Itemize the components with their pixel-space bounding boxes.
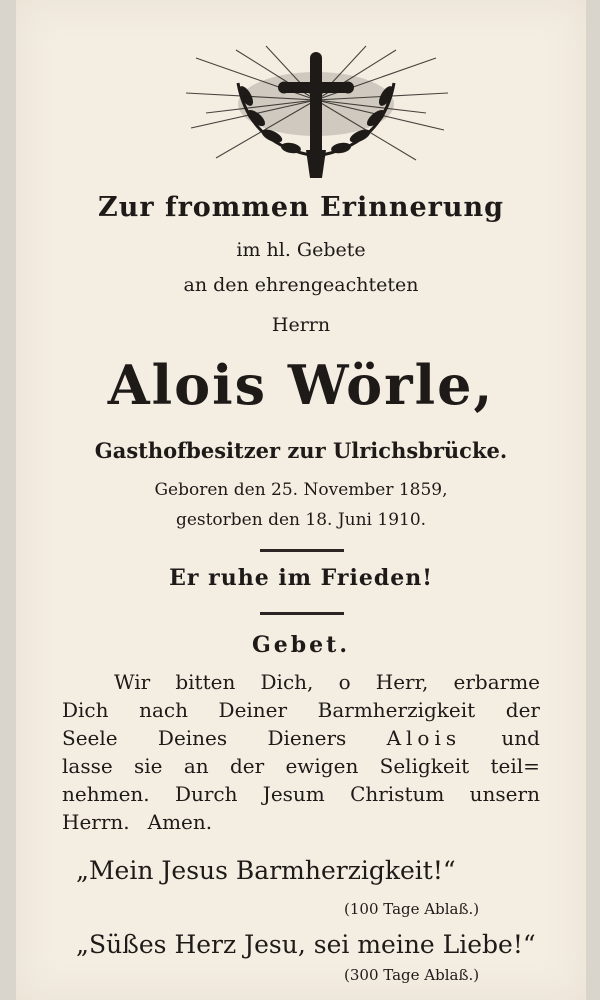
ejaculation-prayer: „Mein Jesus Barmherzigkeit!“ [76,856,456,885]
memorial-card [16,0,586,1000]
rest-in-peace: Er ruhe im Frieden! [169,565,433,591]
ejaculation-prayer: „Süßes Herz Jesu, sei meine Liebe!“ [76,930,536,959]
occupation: Gasthofbesitzer zur Ulrichsbrücke. [94,438,508,463]
intro-line-1: im hl. Gebete [236,239,366,261]
prayer-line: Wir bitten Dich, o Herr, erbarme [114,670,540,694]
intro-line-3: Herrn [271,314,331,336]
prayer-line: lasse sie an der ewigen Seligkeit teil= [62,754,540,778]
heading: Zur frommen Erinnerung [97,192,505,223]
indulgence-note: (300 Tage Ablaß.) [344,966,480,984]
death-date: gestorben den 18. Juni 1910. [175,510,427,530]
prayer-line: Seele Deines Dieners Alois und [62,726,540,750]
deceased-name: Alois Wörle, [107,353,495,417]
indulgence-note: (100 Tage Ablaß.) [344,900,480,918]
prayer-line: Dich nach Deiner Barmherzigkeit der [62,698,540,722]
divider [260,612,344,615]
prayer-line: Herrn. Amen. [62,810,213,834]
intro-line-2: an den ehrengeachteten [183,274,419,296]
birth-date: Geboren den 25. November 1859, [154,480,448,500]
prayer-title: Gebet. [252,632,350,658]
divider [260,549,344,552]
cross-with-laurel-icon [176,38,456,183]
prayer-line: nehmen. Durch Jesum Christum unsern [62,782,540,806]
